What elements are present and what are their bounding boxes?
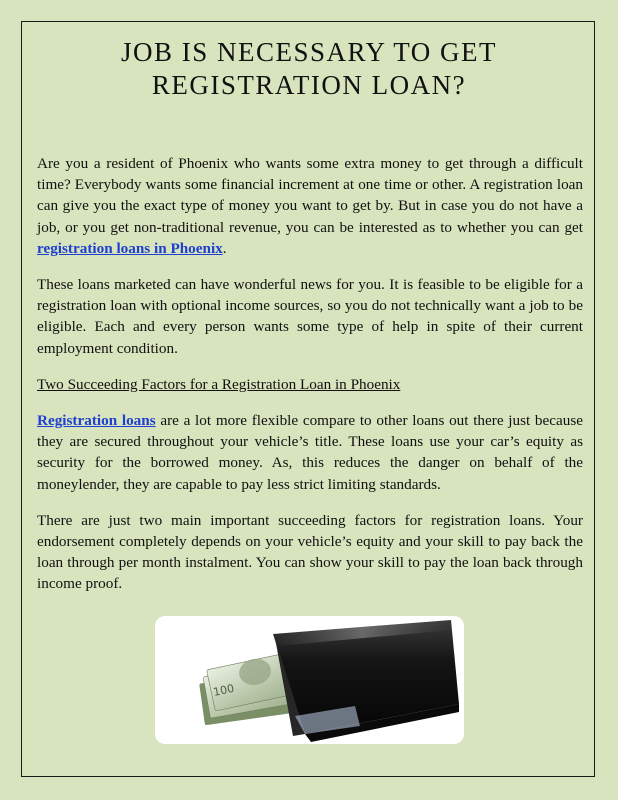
article-body bbox=[37, 153, 583, 610]
paragraph-intro-end: . bbox=[222, 239, 227, 257]
paragraph-flexibility-text: are a lot more flexible compare to other loans out there just because they are secured throughout your vehicle’s title. These loans use your car’s equity as security for the borrowed money. As, this reduces the danger on behalf of the moneylender, they are capable to pay less strict limiting standards. bbox=[37, 412, 583, 493]
wallet-money-image bbox=[155, 616, 464, 744]
page-title: JOB IS NECESSARY TO GET REGISTRATION LOAN? bbox=[120, 37, 498, 100]
paragraph-eligibility: These loans marketed can have wonderful news for you. It is feasible to be eligible for a registration loan with optional income sources, so you do not technically want a job to be eligible. Each and every person wants some type of help in spite of their current employment condition. bbox=[37, 276, 583, 357]
paragraph-intro-text: Are you a resident of Phoenix who wants some extra money to get through a difficult time? Everybody wants some financial increment at one time or other. A registration loan can give you the exact type of money you want to get by. But in case you do not have a job, or you get non-traditional revenue, you can be interested as to whether you can get bbox=[37, 155, 583, 236]
section-subheading: Two Succeeding Factors for a Registration Loan in Phoenix bbox=[37, 375, 401, 393]
paragraph-factors: There are just two main important succeeding factors for registration loans. Your endorsement completely depends on your vehicle’s equity and your skill to pay back the loan through per month instalment. You can show your skill to pay the loan back through income proof. bbox=[37, 511, 583, 593]
paragraph-flexibility bbox=[37, 410, 583, 495]
black-wallet bbox=[273, 620, 459, 742]
registration-loans-phoenix-link[interactable]: registration loans in Phoenix bbox=[37, 239, 223, 257]
registration-loans-link[interactable]: Registration loans bbox=[37, 412, 156, 430]
paragraph-intro bbox=[37, 153, 583, 259]
svg-text:100: 100 bbox=[212, 681, 236, 699]
wallet-money-illustration bbox=[155, 616, 464, 744]
